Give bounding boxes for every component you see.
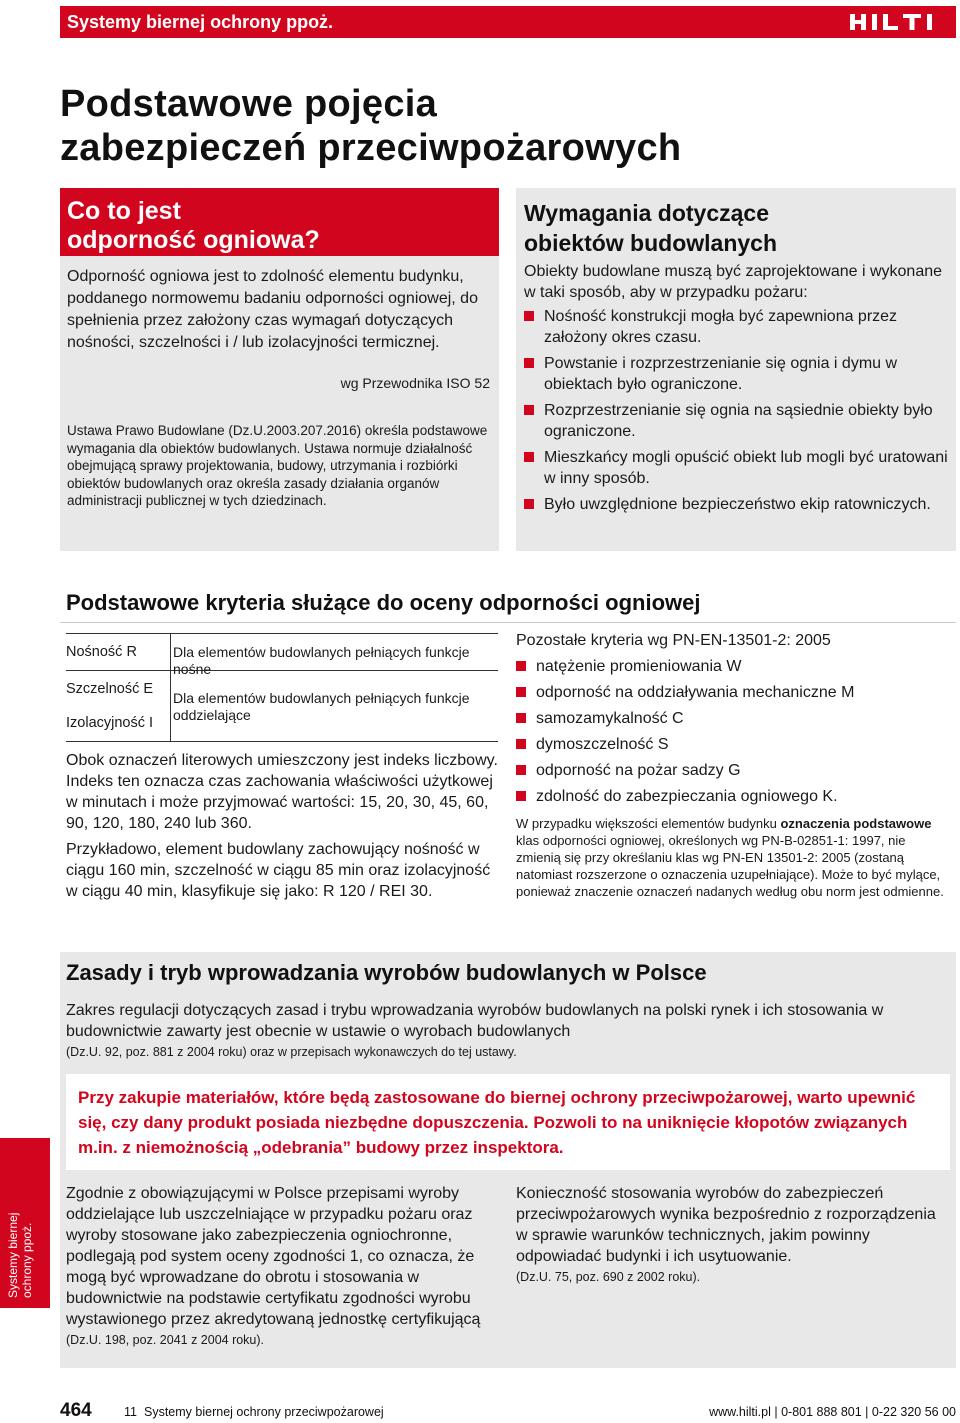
fire-resistance-heading [67,197,320,255]
index-explanation: Obok oznaczeń literowych umieszczony jest indeks liczbowy. Indeks ten oznacza czas zachowania właściwości użytkowej w minutach i może przyjmować wartości: 15, 20, 30, 45, 60, 90, 120, 180, 240 lub 360. [66,752,498,832]
rules-intro-reference: (Dz.U. 92, poz. 881 z 2004 roku) oraz w przepisach wykonawczych do tej ustawy. [66,1045,517,1059]
header-bar [60,6,956,38]
table-column-divider [170,634,171,670]
callout-box [66,1074,950,1170]
rules-section-title: Zasady i tryb wprowadzania wyrobów budowlanych w Polsce [66,960,707,985]
list-item: dymoszczelność S [516,734,956,755]
square-bullet-icon [524,405,534,415]
criterion-ei-description: Dla elementów budowlanych pełniących funkcje oddzielające [173,690,470,723]
building-law-text: Ustawa Prawo Budowlane (Dz.U.2003.207.2016) określa podstawowe wymagania dla obiektów budowlanych. Ustawa normuje działalność obejmującą sprawy projektowania, budowy, utrzymania i rozbiórki obiektów budowlanych oraz określa zasady działania organów administracji publicznej w tych dziedzinach. [67,423,488,508]
table-row [66,671,498,741]
criterion-r-label: Nośność R [66,644,137,660]
chapter-name: Systemy biernej ochrony przeciwpożarowej [144,1405,384,1419]
contact-info: www.hilti.pl | 0-801 888 801 | 0-22 320 56 00 [709,1405,956,1419]
rules-section [60,952,956,1368]
square-bullet-icon [516,713,526,723]
square-bullet-icon [516,739,526,749]
list-item: Nośność konstrukcji mogła być zapewniona przez założony okres czasu. [524,306,949,348]
list-item: Powstanie i rozprzestrzenianie się ognia i dymu w obiektach było ograniczone. [524,353,949,395]
requirements-list [524,306,949,520]
list-item: Było uwzględnione bezpieczeństwo ekip ratowniczych. [524,494,949,515]
requirements-intro: Obiekty budowlane muszą być zaprojektowane i wykonane w taki sposób, aby w przypadku pożaru: [524,263,943,301]
callout-text: Przy zakupie materiałów, które będą zastosowane do biernej ochrony przeciwpożarowej, warto upewnić się, czy dany produkt posiada niezbędne dopuszczenia. Pozwoli to na uniknięcie kłopotów związanych m.in. z niemożnością „odebrania” budowy przez inspektora. [78,1088,916,1157]
list-item: zdolność do zabezpieczania ogniowego K. [516,786,956,807]
fire-resistance-definition: Odporność ogniowa jest to zdolność elementu budynku, poddanego normowemu badaniu odporności ogniowej, do spełnienia przez założony czas wymagań dotyczących nośności, szczelności i / lub izolacyjności termicznej. [67,268,478,351]
certification-paragraph: Zgodnie z obowiązującymi w Polsce przepisami wyroby oddzielające lub uszczelniające w przypadku pożaru oraz wyroby stosowane jako zabezpieczenia ogniochronne, podlegają pod system oceny zgodności 1, co oznacza, że mogą być wprowadzane do obrotu i stosowania w budownictwie na podstawie certyfikatu zgodności wyrobu wystawionego przez akredytowaną jednostkę certyfikującą [66,1185,481,1328]
fire-resistance-box [60,188,499,551]
list-item: odporność na pożar sadzy G [516,760,956,781]
criterion-e-label: Szczelność E [66,681,154,697]
chapter-number: 11 [124,1405,137,1419]
header-title: Systemy biernej ochrony ppoż. [67,12,334,32]
certification-text [66,1183,498,1351]
criterion-r-description: Dla elementów budowlanych pełniących funkcje nośne [173,644,470,677]
other-criteria-title: Pozostałe kryteria wg PN-EN-13501-2: 2005 [516,632,831,649]
standards-note: W przypadku większości elementów budynku oznaczenia podstawowe klas odporności ogniowej, określonych wg PN-B-02851-1: 1997, nie zmienią się przy określaniu klas wg PN-EN 13501-2: 2005 (zostaną natomiast rozszerzone o oznaczenia uzupełniające). Może to być mylące, ponieważ znaczenie oznaczeń nadanych według obu norm jest odmienne. [516,816,944,899]
requirements-heading [524,198,777,258]
criterion-i-label: Izolacyjność I [66,715,154,731]
requirements-heading-line1: Wymagania dotyczące [524,200,770,226]
square-bullet-icon [524,358,534,368]
square-bullet-icon [524,452,534,462]
square-bullet-icon [516,791,526,801]
hilti-logo [848,11,948,33]
page-title-line2: zabezpieczeń przeciwpożarowych [60,127,682,169]
fire-resistance-heading-bar [60,188,499,256]
side-tab-label: Systemy biernej ochrony ppoż. [6,1212,34,1298]
other-criteria-list [516,656,956,807]
section-divider [60,622,956,623]
regulation-reference: (Dz.U. 75, poz. 690 z 2002 roku). [516,1270,701,1284]
square-bullet-icon [516,687,526,697]
list-item: Rozprzestrzenianie się ognia na sąsiednie obiekty było ograniczone. [524,400,949,442]
certification-reference: (Dz.U. 198, poz. 2041 z 2004 roku). [66,1333,265,1347]
rules-intro-text: Zakres regulacji dotyczących zasad i trybu wprowadzania wyrobów budowlanych na polski rynek i ich stosowania w budownictwie zawarty jest obecnie w ustawie o wyrobach budowlanych [66,1002,884,1040]
table-row [66,634,498,677]
list-item: Mieszkańcy mogli opuścić obiekt lub mogli być uratowani w inny sposób. [524,447,949,489]
definition-citation: wg Przewodnika ISO 52 [340,375,490,391]
square-bullet-icon [516,661,526,671]
list-item: odporność na oddziaływania mechaniczne M [516,682,956,703]
square-bullet-icon [524,311,534,321]
list-item: samozamykalność C [516,708,956,729]
page-title-line1: Podstawowe pojęcia [60,83,438,125]
table-column-divider [170,671,171,741]
other-criteria [516,630,956,900]
list-item: natężenie promieniowania W [516,656,956,677]
criteria-explanation [66,750,498,907]
page-title [60,82,681,170]
requirements-heading-line2: obiektów budowlanych [524,230,778,256]
page-footer [60,1398,956,1422]
rules-intro [66,1000,946,1063]
requirements-box [516,188,956,551]
square-bullet-icon [516,765,526,775]
classification-example: Przykładowo, element budowlany zachowujący nośność w ciągu 160 min, szczelność w ciągu 85 min oraz izolacyjność w ciągu 40 min, klasyfikuje się jako: R 120 / REI 30. [66,841,491,900]
regulation-paragraph: Konieczność stosowania wyrobów do zabezpieczeń przeciwpożarowych wynika bezpośrednio z rozporządzenia w sprawie warunków technicznych, jakim powinny odpowiadać budynki i ich usytuowanie. [516,1185,936,1265]
fire-resistance-heading-line1: Co to jest [67,197,181,225]
page-number: 464 [60,1400,92,1421]
criteria-section-title: Podstawowe kryteria służące do oceny odporności ogniowej [66,590,701,615]
fire-resistance-heading-line2: odporność ogniowa? [67,226,320,254]
square-bullet-icon [524,499,534,509]
criteria-table [66,633,498,742]
regulation-text [516,1183,946,1288]
